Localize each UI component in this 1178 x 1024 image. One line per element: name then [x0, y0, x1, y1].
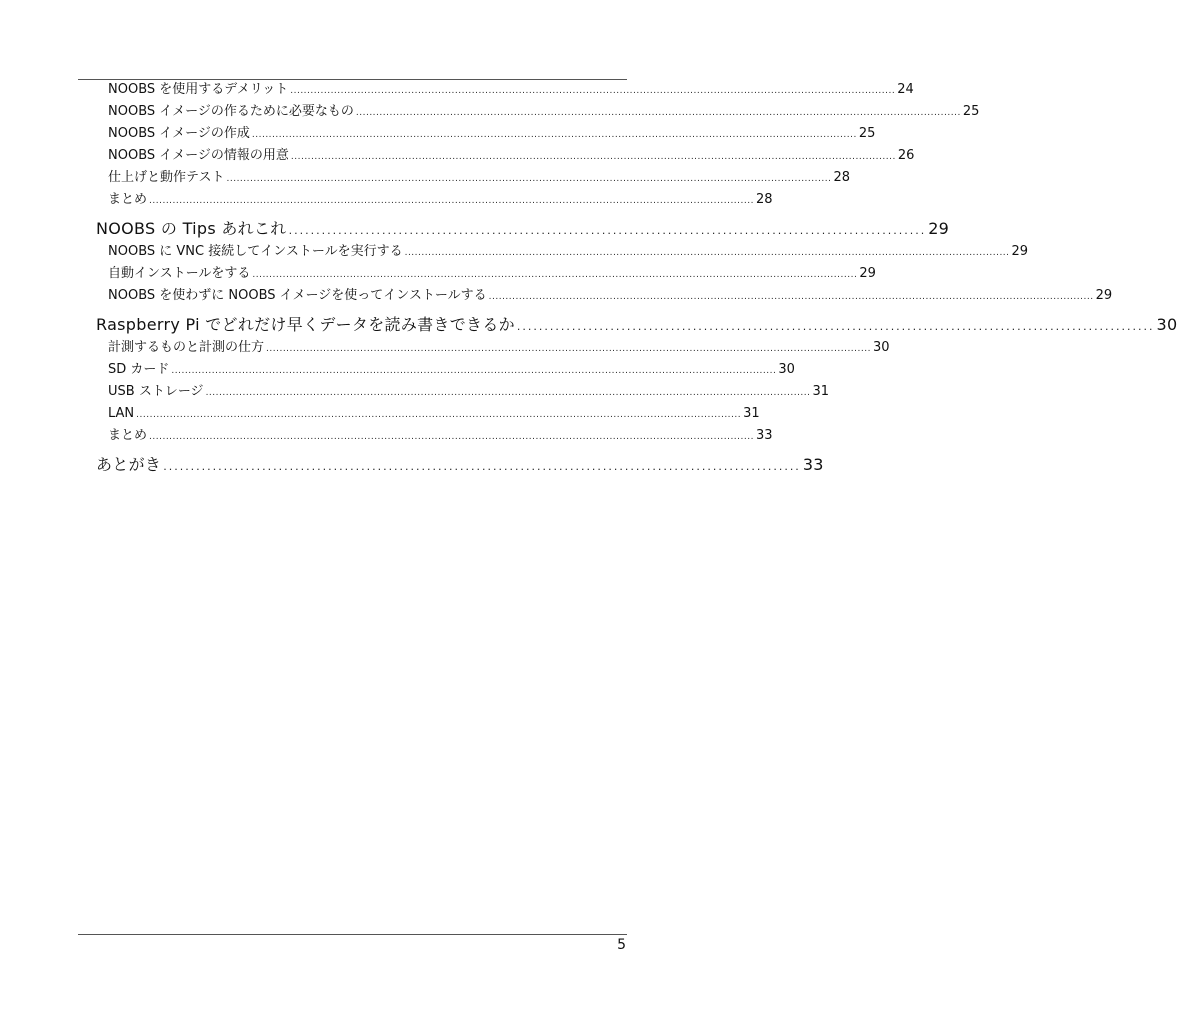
- toc-entry[interactable]: [108, 79, 914, 101]
- toc-entry-title: 仕上げと動作テスト: [108, 170, 225, 185]
- toc-entry-page: 29: [859, 266, 876, 281]
- toc-leader-dots: ....................................................................................................................................................................................: [252, 270, 858, 280]
- toc-leader-dots: ....................................................................................................................: [288, 224, 927, 237]
- toc-leader-dots: ....................................................................................................................................................................................: [290, 86, 896, 96]
- toc-entry-page: 28: [755, 192, 773, 207]
- toc-entry-page: 30: [872, 340, 890, 355]
- toc-leader-dots: ....................................................................................................................: [163, 460, 801, 473]
- toc-entry-title: SD カード: [108, 362, 170, 377]
- toc-entry-title: NOOBS を使わずに NOOBS イメージを使ってインストールする: [108, 288, 487, 303]
- toc-entry[interactable]: [108, 359, 795, 381]
- toc-section-title: NOOBS の Tips あれこれ: [96, 219, 287, 238]
- toc-leader-dots: ....................................................................................................................................................................................: [149, 432, 754, 442]
- toc-leader-dots: ....................................................................................................................................................................................: [205, 388, 811, 398]
- toc-entry-title: LAN: [108, 406, 135, 421]
- toc-leader-dots: ....................................................................................................................................................................................: [136, 410, 742, 420]
- toc-entry-page: 30: [778, 362, 795, 377]
- toc-entry-page: 31: [743, 406, 760, 421]
- toc-entry-page: 29: [1095, 288, 1113, 303]
- toc-entry[interactable]: [108, 337, 890, 359]
- table-of-contents: [0, 0, 1178, 480]
- toc-entry-page: 33: [755, 428, 773, 443]
- toc-section-entry[interactable]: [96, 312, 1178, 338]
- toc-entry[interactable]: [108, 167, 850, 189]
- toc-entry-title: NOOBS を使用するデメリット: [108, 82, 289, 97]
- toc-entry-title: NOOBS イメージの情報の用意: [108, 148, 289, 163]
- toc-entry-title: NOOBS イメージの作成: [108, 126, 250, 141]
- toc-entry[interactable]: [108, 381, 830, 403]
- toc-section-page: 30: [1156, 315, 1178, 334]
- toc-section-title: Raspberry Pi でどれだけ早くデータを読み書きできるか: [96, 315, 515, 334]
- toc-section-page: 29: [928, 219, 950, 238]
- toc-section-title: あとがき: [96, 455, 162, 474]
- toc-entry[interactable]: [108, 241, 1029, 263]
- toc-entry-page: 29: [1011, 244, 1029, 259]
- footer-rule: [78, 934, 627, 935]
- toc-leader-dots: ....................................................................................................................: [516, 320, 1155, 333]
- toc-entry-title: まとめ: [108, 428, 148, 443]
- toc-leader-dots: ....................................................................................................................................................................................: [355, 108, 961, 118]
- toc-leader-dots: ....................................................................................................................................................................................: [404, 248, 1010, 258]
- toc-section-page: 33: [802, 455, 824, 474]
- toc-leader-dots: ....................................................................................................................................................................................: [226, 174, 832, 184]
- toc-entry[interactable]: [108, 189, 773, 211]
- toc-leader-dots: ....................................................................................................................................................................................: [251, 130, 857, 140]
- toc-leader-dots: ....................................................................................................................................................................................: [171, 366, 777, 376]
- toc-leader-dots: ....................................................................................................................................................................................: [266, 344, 871, 354]
- toc-entry-title: 自動インストールをする: [108, 266, 251, 281]
- toc-entry-page: 25: [962, 104, 980, 119]
- toc-entry-title: NOOBS に VNC 接続してインストールを実行する: [108, 244, 403, 259]
- toc-section-entry[interactable]: [96, 452, 824, 478]
- toc-entry-title: USB ストレージ: [108, 384, 204, 399]
- toc-entry[interactable]: [108, 263, 876, 285]
- toc-entry-title: 計測するものと計測の仕方: [108, 340, 265, 355]
- toc-entry-page: 28: [833, 170, 850, 185]
- toc-entry[interactable]: [108, 425, 773, 447]
- toc-entry-title: まとめ: [108, 192, 148, 207]
- toc-entry-page: 31: [812, 384, 830, 399]
- toc-entry[interactable]: [108, 145, 915, 167]
- toc-section-entry[interactable]: [96, 216, 950, 242]
- toc-leader-dots: ....................................................................................................................................................................................: [290, 152, 896, 162]
- toc-entry-title: NOOBS イメージの作るために必要なもの: [108, 104, 354, 119]
- toc-entry[interactable]: [108, 123, 876, 145]
- toc-leader-dots: ....................................................................................................................................................................................: [149, 196, 754, 206]
- toc-entry-page: 24: [897, 82, 914, 97]
- toc-entry[interactable]: [108, 285, 1113, 307]
- toc-entry[interactable]: [108, 403, 760, 425]
- toc-entry-page: 26: [897, 148, 915, 163]
- toc-entry[interactable]: [108, 101, 980, 123]
- page-number: 5: [617, 937, 626, 953]
- toc-leader-dots: ....................................................................................................................................................................................: [488, 292, 1094, 302]
- toc-entry-page: 25: [858, 126, 876, 141]
